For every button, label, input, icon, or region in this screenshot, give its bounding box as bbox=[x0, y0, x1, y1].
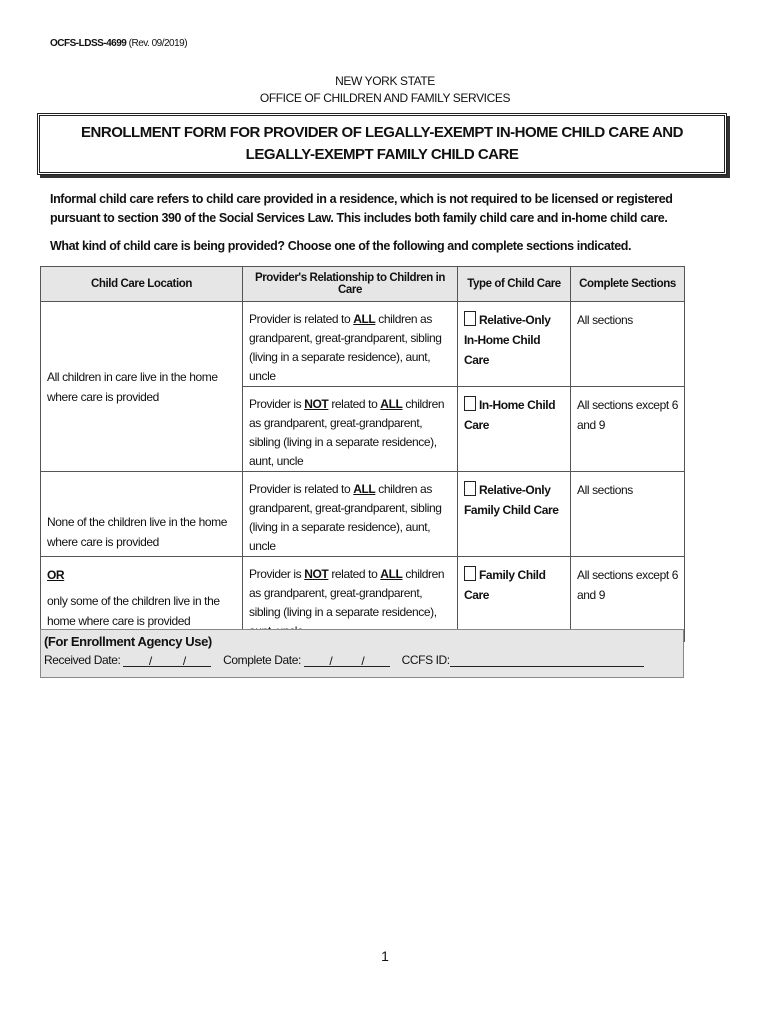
received-month-field[interactable] bbox=[123, 654, 147, 667]
form-number: OCFS-LDSS-4699 bbox=[50, 38, 127, 49]
type-cell[interactable]: Family Child Care bbox=[458, 557, 571, 642]
location-some-children: OR only some of the children live in the home where care is provided bbox=[41, 557, 243, 642]
ccfs-id-label: CCFS ID: bbox=[401, 653, 450, 667]
table-row bbox=[41, 472, 685, 557]
checkbox[interactable] bbox=[464, 481, 476, 496]
checkbox[interactable] bbox=[464, 396, 476, 411]
office-name: OFFICE OF CHILDREN AND FAMILY SERVICES bbox=[259, 91, 511, 105]
col-header-relationship: Provider's Relationship to Children in Care bbox=[243, 267, 458, 302]
complete-date-label: Complete Date: bbox=[223, 653, 301, 667]
received-day-field[interactable] bbox=[153, 654, 181, 667]
ccfs-id-field[interactable] bbox=[450, 654, 644, 667]
location-none-children: None of the children live in the home where care is provided bbox=[41, 472, 243, 557]
complete-year-field[interactable] bbox=[366, 654, 390, 667]
or-label: OR bbox=[47, 568, 65, 582]
complete-day-field[interactable] bbox=[334, 654, 360, 667]
agency-header bbox=[0, 73, 770, 107]
relationship-cell: Provider is NOT related to ALL children as grandparent, great-grandparent, sibling (living in a separate residence), aunt, uncle bbox=[243, 387, 458, 472]
sections-cell: All sections except 6 and 9 bbox=[571, 387, 685, 472]
checkbox[interactable] bbox=[464, 311, 476, 326]
checkbox[interactable] bbox=[464, 566, 476, 581]
form-revision: (Rev. 09/2019) bbox=[128, 38, 188, 49]
form-id bbox=[50, 38, 187, 49]
complete-month-field[interactable] bbox=[304, 654, 328, 667]
relationship-cell: Provider is related to ALL children as grandparent, great-grandparent, sibling (living in a separate residence), aunt, uncle bbox=[243, 302, 458, 387]
received-date-label: Received Date: bbox=[44, 653, 121, 667]
agency-use-heading: (For Enrollment Agency Use) bbox=[44, 634, 212, 649]
relationship-cell: Provider is NOT related to ALL children as grandparent, great-grandparent, sibling (living in a separate residence), bbox=[243, 557, 458, 642]
state-name: NEW YORK STATE bbox=[335, 74, 435, 88]
sections-cell: All sections except 6 and 9 bbox=[571, 557, 685, 642]
relationship-cell: Provider is related to ALL children as grandparent, great-grandparent, sibling (living in a separate residence), aunt, uncle bbox=[243, 472, 458, 557]
col-header-location: Child Care Location bbox=[41, 267, 243, 302]
table-row bbox=[41, 302, 685, 387]
sections-cell: All sections bbox=[571, 302, 685, 387]
sections-cell: All sections bbox=[571, 472, 685, 557]
child-care-type-table bbox=[40, 266, 685, 642]
enrollment-agency-use-box bbox=[40, 629, 684, 678]
question-text: What kind of child care is being provided? Choose one of the following and complete sections indicated. bbox=[50, 239, 632, 253]
col-header-type: Type of Child Care bbox=[458, 267, 571, 302]
page-title: ENROLLMENT FORM FOR PROVIDER OF LEGALLY-EXEMPT IN-HOME CHILD CARE AND LEGALLY-EXEMPT FAMILY CHILD CARE bbox=[81, 124, 683, 163]
col-header-sections: Complete Sections bbox=[571, 267, 685, 302]
agency-use-fields: Received Date: / / Complete Date: / / CCFS ID: bbox=[44, 653, 680, 667]
type-cell[interactable]: Relative-Only In-Home Child Care bbox=[458, 302, 571, 387]
table-header-row bbox=[41, 267, 685, 302]
title-box bbox=[37, 113, 727, 175]
type-cell[interactable]: In-Home Child Care bbox=[458, 387, 571, 472]
type-cell[interactable]: Relative-Only Family Child Care bbox=[458, 472, 571, 557]
location-all-children: All children in care live in the home where care is provided bbox=[41, 302, 243, 472]
intro-paragraph: Informal child care refers to child care provided in a residence, which is not required to be licensed or registered pursuant to section 390 of the Social Services Law. This includes both family child care and in-home child care. bbox=[50, 192, 673, 225]
received-year-field[interactable] bbox=[187, 654, 211, 667]
page-number: 1 bbox=[381, 948, 389, 964]
